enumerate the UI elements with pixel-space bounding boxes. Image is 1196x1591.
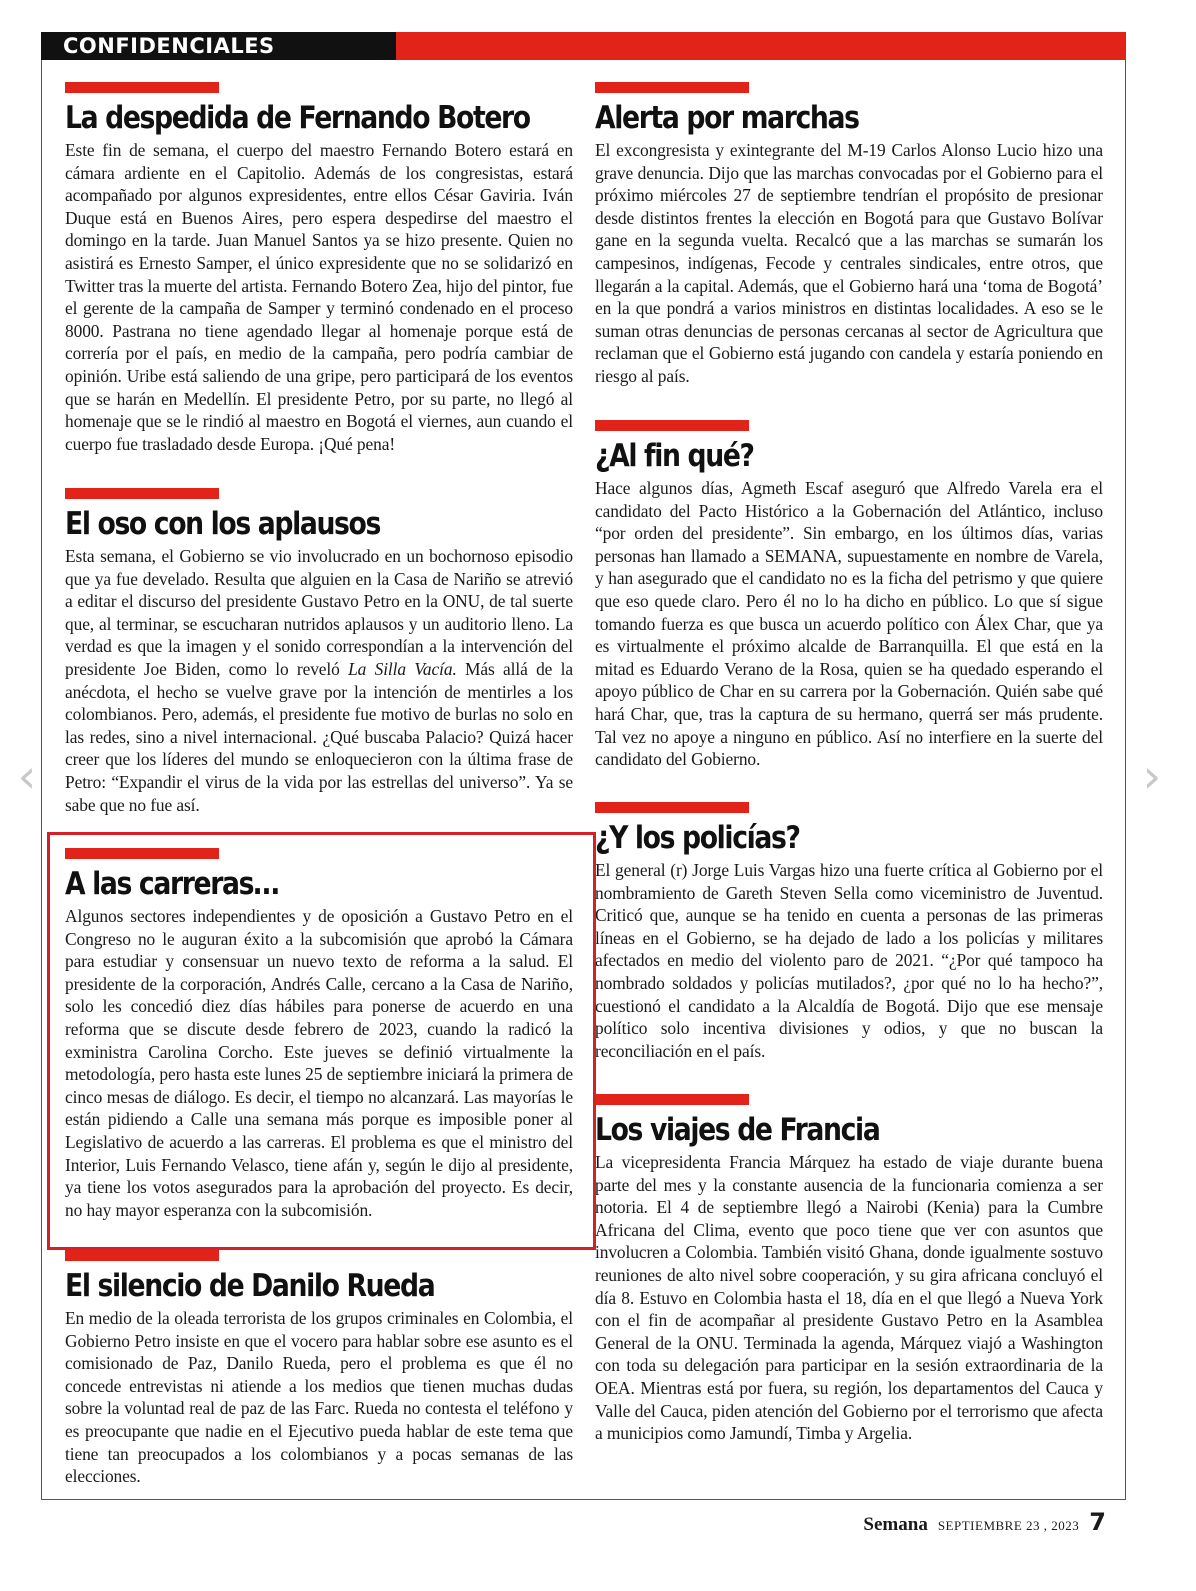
prev-page-chevron-icon[interactable]: ‹ <box>17 749 37 803</box>
article-body <box>65 545 573 816</box>
article-alerta-marchas <box>595 82 1103 388</box>
article-title: Los viajes de Francia <box>595 1112 880 1148</box>
article-title: El oso con los aplausos <box>65 506 380 542</box>
next-page-chevron-icon[interactable]: › <box>1142 749 1162 803</box>
article-policias <box>595 802 1103 1062</box>
article-viajes-francia <box>595 1094 1103 1445</box>
article-botero <box>65 82 573 455</box>
issue-date: SEPTIEMBRE 23 , 2023 <box>937 1518 1080 1533</box>
article-accent-bar <box>595 82 749 93</box>
section-label: CONFIDENCIALES <box>41 32 396 60</box>
article-accent-bar <box>65 1250 219 1261</box>
page-number: 7 <box>1089 1508 1106 1536</box>
article-body: El general (r) Jorge Luis Vargas hizo una fuerte crítica al Gobierno por el nombramiento de Gareth Steven Sella como viceministro de Juventud. Criticó que, aunque se ha tenido en cuenta a personas de las primeras líneas en el Gobierno, se ha dejado de lado a los policías y militares afectados en medio del violento paro de 2021. “¿Por qué tampoco ha nombrado soldados y policías mutilados?, ¿por qué no lo ha hecho?”, cuestionó el candidato a la Alcaldía de Bogotá. Dijo que ese mensaje político solo incentiva divisiones y odios, y que no buscan la reconciliación en el país. <box>595 860 1103 1061</box>
article-body: La vicepresidenta Francia Márquez ha estado de viaje durante buena parte del mes y la constante ausencia de la funcionaria comienza a ser notoria. El 4 de septiembre llegó a Nairobi (Kenia) para la Cumbre Africana del Clima, evento que poco tiene que ver con asuntos que involucren a Colombia. También visitó Ghana, donde igualmente sostuvo reuniones de alto nivel sobre cooperación, y su gira africana concluyó el día 8. Estuvo en Colombia hasta el 18, día en el que llegó a Nueva York con el fin de acompañar al presidente Gustavo Petro en la Asamblea General de la ONU. Terminada la agenda, Márquez viajó a Washington con toda su delegación para participar en la sesión extraordinaria de la OEA. Mientras está por fuera, su región, los departamentos del Cauca y Valle del Cauca, piden atención del Gobierno por el terrorismo que afecta a municipios como Jamundí, Timba y Argelia. <box>595 1152 1103 1444</box>
article-carreras <box>65 848 573 1221</box>
publication-name: La Silla Vacía. <box>348 658 457 679</box>
article-body: Este fin de semana, el cuerpo del maestro Fernando Botero estará en cámara ardiente en el Capitolio. Además de los congresistas, estará acompañado por algunos expresidentes, entre ellos César Gaviria. Iván Duque está en Buenos Aires, pero espera despedirse del maestro el domingo en la tarde. Juan Manuel Santos ya se hizo presente. Quien no asistirá es Ernesto Samper, el único expresidente que no se solidarizó en Twitter tras la muerte del artista. Fernando Botero Zea, hijo del pintor, fue el gerente de la campaña de Samper y terminó condenado en el proceso 8000. Pastrana no tiene agendado llegar al homenaje porque está de correría por el país, en medio de la campaña, pero podría cambiar de opinión. Uribe está saliendo de una gripe, pero participará de los eventos que se harán en Medellín. El presidente Petro, por su parte, no llegó al homenaje que se le rindió al maestro en Bogotá el viernes, aun cuando el cuerpo fue trasladado desde Europa. ¡Qué pena! <box>65 140 573 454</box>
article-body-part: Más allá de la anécdota, el hecho se vuelve grave por la intención de mentirles a los colombianos. Pero, además, el presidente fue motivo de burlas no solo en las redes, sino a nivel internacional. ¿Qué buscaba Palacio? Quizá hacer creer que los líderes del mundo se enloquecieron con la última frase de Petro: “Expandir el virus de la vida por las estrellas del universo”. Ya se sabe que no fue así. <box>65 658 573 815</box>
article-accent-bar <box>595 802 749 813</box>
section-header-red-bar <box>396 32 1126 60</box>
article-accent-bar <box>595 420 749 431</box>
article-title: ¿Y los policías? <box>595 820 800 856</box>
article-accent-bar <box>65 848 219 859</box>
article-accent-bar <box>595 1094 749 1105</box>
article-body: Algunos sectores independientes y de oposición a Gustavo Petro en el Congreso no le auguran éxito a la subcomisión que aprobó la Cámara para estudiar y consensuar un nuevo texto de reforma a la salud. El presidente de la corporación, Andrés Calle, cercano a la Casa de Nariño, solo les concedió diez días hábiles para ponerse de acuerdo en una reforma que se discute desde febrero de 2023, cuando la radicó la exministra Carolina Corcho. Este jueves se definió virtualmente la metodología, pero hasta este lunes 25 de septiembre iniciará la primera de cinco mesas de diálogo. Es decir, el tiempo no alcanzará. Las mayorías le están pidiendo a Calle una semana más porque es imposible poner al Legislativo de acuerdo a las carreras. El problema es que el ministro del Interior, Luis Fernando Velasco, tiene afán y, según le dijo al presidente, ya tiene los votos asegurados para la aprobación del proyecto. Es decir, no hay mayor esperanza con la subcomisión. <box>65 906 573 1220</box>
article-body-part: Esta semana, el Gobierno se vio involucrado en un bochornoso episodio que ya fue develado. Resulta que alguien en la Casa de Nariño se atrevió a editar el discurso del presidente Gustavo Petro en la ONU, de tal suerte que, al terminar, se escucharan nutridos aplausos y un auditorio lleno. La verdad es que la imagen y el sonido correspondían a la intervención del presidente Joe Biden, como lo reveló <box>65 546 573 679</box>
article-title: El silencio de Danilo Rueda <box>65 1268 435 1304</box>
article-danilo-rueda <box>65 1250 573 1488</box>
article-title: Alerta por marchas <box>595 100 859 136</box>
article-title: A las carreras… <box>65 866 279 902</box>
page-footer <box>760 1508 1106 1538</box>
article-body: Hace algunos días, Agmeth Escaf aseguró que Alfredo Varela era el candidato del Pacto Histórico a la Gobernación del Atlántico, incluso “por orden del presidente”. Sin embargo, en los últimos días, varias personas han llamado a SEMANA, supuestamente en nombre de Varela, y han asegurado que el candidato no es la ficha del petrismo y que quiere que eso quede claro. Pero él no lo ha dicho en público. Lo que sí sigue tomando fuerza es que busca un acuerdo político con Álex Char, que ya es virtualmente el próximo alcalde de Barranquilla. El que está en la mitad es Eduardo Verano de la Rosa, quien se ha quedado esperando el apoyo público de Char en su carrera por la Gobernación. Quién sabe qué hará Char, que, tras la captura de su hermano, querrá ser más prudente. Tal vez no apoye a ninguno en público. Así no interfiere en la suerte del candidato del Gobierno. <box>595 478 1103 770</box>
article-title: ¿Al fin qué? <box>595 438 754 474</box>
article-al-fin-que <box>595 420 1103 771</box>
section-header <box>41 32 1126 60</box>
article-oso-aplausos <box>65 488 573 816</box>
article-accent-bar <box>65 82 219 93</box>
article-title: La despedida de Fernando Botero <box>65 100 530 136</box>
article-accent-bar <box>65 488 219 499</box>
article-body: En medio de la oleada terrorista de los grupos criminales en Colombia, el Gobierno Petro insiste en que el vocero para hablar sobre ese asunto es el comisionado de Paz, Danilo Rueda, pero el problema es que él no concede entrevistas ni atiende a los medios que tienen muchas dudas sobre la voluntad real de paz de las Farc. Rueda no contesta el teléfono y es preocupante que nadie en el Ejecutivo pueda hablar de este tema que tiene tan preocupados a los colombianos y a pocas semanas de las elecciones. <box>65 1308 573 1487</box>
magazine-name: Semana <box>863 1514 928 1535</box>
article-body: El excongresista y exintegrante del M-19 Carlos Alonso Lucio hizo una grave denuncia. Dijo que las marchas convocadas por el Gobierno para el próximo miércoles 27 de septiembre tendrían el propósito de presionar desde distintos frentes la elección en Bogotá para que Gustavo Bolívar gane en la segunda vuelta. Recalcó que a las marchas se sumarán los campesinos, indígenas, Fecode y centrales sindicales, entre otros, que llegarán a la capital. Además, que el Gobierno hará una ‘toma de Bogotá’ en la que pondrá a varios ministros en distintas localidades. A eso se le suman otras denuncias de personas cercanas al sector de Agricultura que reclaman que el Gobierno está jugando con candela y estaría poniendo en riesgo al país. <box>595 140 1103 386</box>
